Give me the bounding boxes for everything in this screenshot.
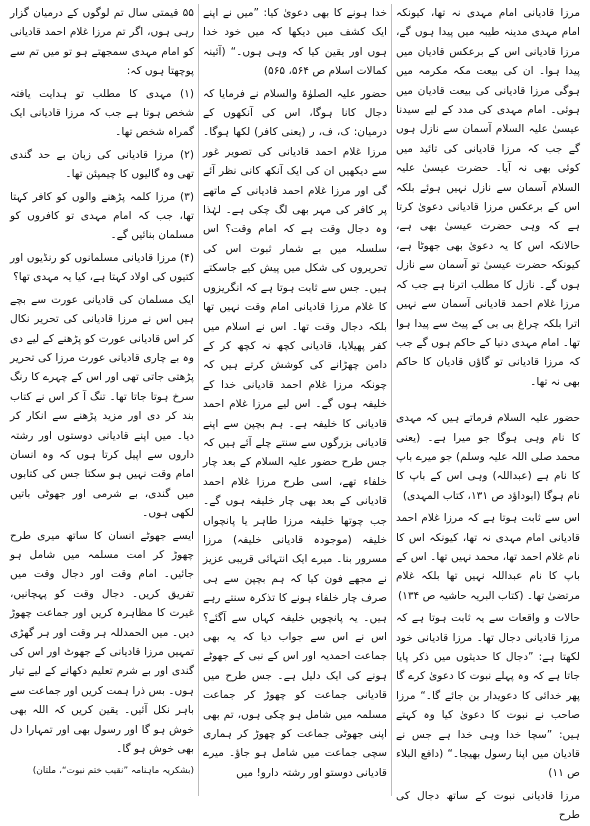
column-right xyxy=(392,4,584,822)
column-middle xyxy=(199,4,392,796)
source-credit: (بشکریہ ماہنامہ ”نقیب ختم نبوت“، ملتان) xyxy=(32,766,194,777)
paragraph: ۵۵ قیمتی سال تم لوگوں کے درمیان گزار رہی ہوں، اگر تم مرزا غلام احمد قادیانی کو امام مہدی سمجھتے ہو تو میں تم سے پوچھتا ہوں کہ: xyxy=(10,7,194,78)
column-left xyxy=(6,4,199,796)
paragraph: مرزا قادیانی امام مہدی نہ تھا، کیونکہ امام مہدی مدینہ طیبہ میں پیدا ہوں گے، مرزا قادیانی اس کے برعکس قادیان میں پیدا ہوا۔ ان کی بیعت مکہ مکرمہ میں ہوگی مرزا قادیانی کی بیعت قادیان میں ہوئی۔ امام مہدی کی مدد کے لیے سیدنا عیسیٰ علیہ السلام آسمان سے نازل ہوں گے جب کہ مرزا قادیانی کی تائید میں کوئی بھی نہ آیا۔ حضرت عیسیٰ علیہ السلام آسمان سے نازل نہیں ہوئے بلکہ اس کے برعکس مرزا قادیانی دعویٰ کرتا ہے کہ وہی حضرت عیسیٰ بھی ہے، حالانکہ اس کا یہ دعویٰ بھی جھوٹا ہے، کیونکہ حضرت عیسیٰ تو آسمان سے نازل ہوں گے۔ نازل کا مطلب اترنا ہے جب کہ مرزا غلام احمد قادیانی آسمان سے نہیں اترا بلکہ چراغ بی بی کے پیٹ سے پیدا ہوا تھا۔ امام مہدی دنیا کے حاکم ہوں گے جب کہ مرزا قادیانی تو گاؤں قادیان کا حاکم بھی نہ تھا۔ xyxy=(396,7,580,388)
paragraph: (۲) مرزا قادیانی کی زبان بے حد گندی تھی وہ گالیوں کا چیمپئن تھا۔ xyxy=(10,148,194,181)
paragraph: حالات و واقعات سے یہ ثابت ہوتا ہے کہ مرزا قادیانی دجال تھا۔ مرزا قادیانی خود لکھتا ہے: ”دجال کا حدیثوں میں ذکر پایا جاتا ہے کہ وہ پہلے نبوت کا دعویٰ کرے گا پھر خدائی کا دعویدار بن جائے گا۔“ مرزا صاحب نے نبوت کا دعویٰ کیا وہ کہتے ہیں: ”سچا خدا وہی خدا ہے جس نے قادیان میں اپنا رسول بھیجا۔“ (دافع البلاء ص ۱۱) xyxy=(396,612,580,780)
paragraph: (۳) مرزا کلمہ پڑھنے والوں کو کافر کہتا تھا، جب کہ امام مہدی تو کافروں کو مسلمان بنائیں گے۔ xyxy=(10,190,194,242)
paragraph: (۴) مرزا قادیانی مسلمانوں کو رنڈیوں اور کتیوں کی اولاد کہتا ہے، کیا یہ مہدی تھا؟ xyxy=(10,251,194,284)
paragraph: خدا ہونے کا بھی دعویٰ کیا: ”میں نے اپنے ایک کشف میں دیکھا کہ میں خود خدا ہوں اور یقین کیا کہ وہی ہوں۔“ (آئینہ کمالات اسلام ص ۵۶۴، ۵۶۵) xyxy=(203,7,387,78)
paragraph: حضور علیہ السلام فرماتے ہیں کہ مہدی کا نام وہی ہوگا جو میرا ہے۔ (یعنی محمد صلی اللہ علیہ وسلم) جو میرے باپ کا نام ہے (عبداللہ) وہی اس کے باپ کا نام ہوگا (ابوداؤد ص ۱۳۱، کتاب المہدی) xyxy=(396,412,580,502)
paragraph: ایسے جھوٹے انسان کا ساتھ میری طرح چھوڑ کر امت مسلمہ میں شامل ہو جائیں۔ امام وقت اور دجال وقت میں تفریق کریں۔ دجال وقت کو پہچانیں، غیرت کا مظاہرہ کریں اور جماعت چھوڑ دیں۔ میں الحمدللہ ہر وقت اور ہر گھڑی تمہیں مرزا قادیانی کے جھوٹ اور اس کی گندی اور بے شرم تعلیم دکھانے کے لیے تیار ہوں۔ بس ذرا ہمت کریں اور جماعت سے باہر نکل آئیں۔ یقین کریں کہ اللہ بھی خوش ہو گا اور رسول بھی اور تمہارا دل بھی خوش ہو گا۔ xyxy=(10,529,194,756)
paragraph: مرزا قادیانی نبوت کے ساتھ دجال کی طرح xyxy=(396,789,580,822)
paragraph: حضور علیہ الصلوٰۃ والسلام نے فرمایا کہ دجال کانا ہوگا، اس کی آنکھوں کے درمیان: ک، ف، ر (یعنی کافر) لکھا ہوگا۔ مرزا غلام احمد قادیانی کی تصویر غور سے دیکھیں ان کی ایک آنکھ کانی نظر آئے گی اور مرزا غلام احمد قادیانی کے ماتھے پر کافر کی مہر بھی لگ چکی ہے۔ لہٰذا وہ دجال وقت ہے کہ امام وقت؟ اس سلسلہ میں بے شمار ثبوت اس کی تحریروں کی شکل میں پیش کیے جاسکتے ہیں۔ جس سے ثابت ہوتا ہے کہ انگریزوں کا غلام مرزا قادیانی امام وقت نہیں تھا بلکہ دجال وقت تھا۔ اس نے اسلام میں کفر پھیلایا، قادیانی کچھ نہ کچھ کر کے دامن چھڑانے کی کوشش کرتے ہیں کہ چونکہ مرزا غلام احمد قادیانی خدا کے خلیفہ ہوں گے۔ اس لیے مرزا غلام احمد قادیانی کا خلیفہ ہے۔ ہم بچپن سے اپنے قادیانی بزرگوں سے سنتے چلے آئے ہیں کہ جس طرح حضور علیہ السلام کے بعد چار خلفاء تھے، اسی طرح مرزا غلام احمد قادیانی کے بعد بھی چار خلیفہ ہوں گے۔ جب چوتھا خلیفہ مرزا طاہر یا پانچواں خلیفہ (موجودہ قادیانی خلیفہ) مرزا مسرور بنا۔ میرے ایک انتہائی قریبی عزیز نے مجھے فون کیا کہ ہم بچپن سے ہی صرف چار خلفاء ہونے کا تذکرہ سنتے رہے ہیں۔ یہ پانچویں خلیفہ کہاں سے آگئے؟ اس نے اس سے جواب دیا کہ یہ بھی جماعت احمدیہ اور اس کے نبی کے جھوٹے ہونے کی ایک دلیل ہے۔ جس طرح میں قادیانی جماعت کو چھوڑ کر جماعت مسلمہ میں شامل ہو چکی ہوں، تم بھی اپنی جھوٹی جماعت کو چھوڑ کر ہماری سچی جماعت میں شامل ہو جاؤ۔ میرے قادیانی دوستو اور رشتہ دارو! میں xyxy=(203,87,387,779)
paragraph: ایک مسلمان کی قادیانی عورت سے بچے ہیں اس نے مرزا قادیانی کی تحریر نکال کر اس قادیانی عورت کو پڑھنے کے لیے دی وہ بے چاری قادیانی عورت مرزا کی تحریر پڑھتی جاتی تھی اور اس کے چہرے کا رنگ سرخ ہوتا جاتا تھا۔ تنگ آ کر اس نے کتاب بند کر دی اور مزید پڑھنے سے انکار کر دیا۔ میں اپنے قادیانی دوستوں اور رشتہ داروں سے اپیل کرتا ہوں کہ وہ انسان امام وقت نہیں ہو سکتا جس کی کتابوں میں گندی، بے شرمی اور جھوٹی باتیں لکھی ہوں۔ xyxy=(10,293,194,520)
paragraph: (۱) مہدی کا مطلب تو ہدایت یافتہ شخص ہوتا ہے جب کہ مرزا قادیانی ایک گمراہ شخص تھا۔ xyxy=(10,87,194,139)
paragraph: اس سے ثابت ہوتا ہے کہ مرزا غلام احمد قادیانی امام مہدی نہ تھا، کیونکہ اس کا نام غلام احمد تھا، محمد نہیں تھا۔ اس کے باپ کا نام عبداللہ نہیں تھا بلکہ غلام مرتضیٰ تھا۔ (کتاب البریہ حاشیہ ص ۱۳۴) xyxy=(396,512,580,602)
